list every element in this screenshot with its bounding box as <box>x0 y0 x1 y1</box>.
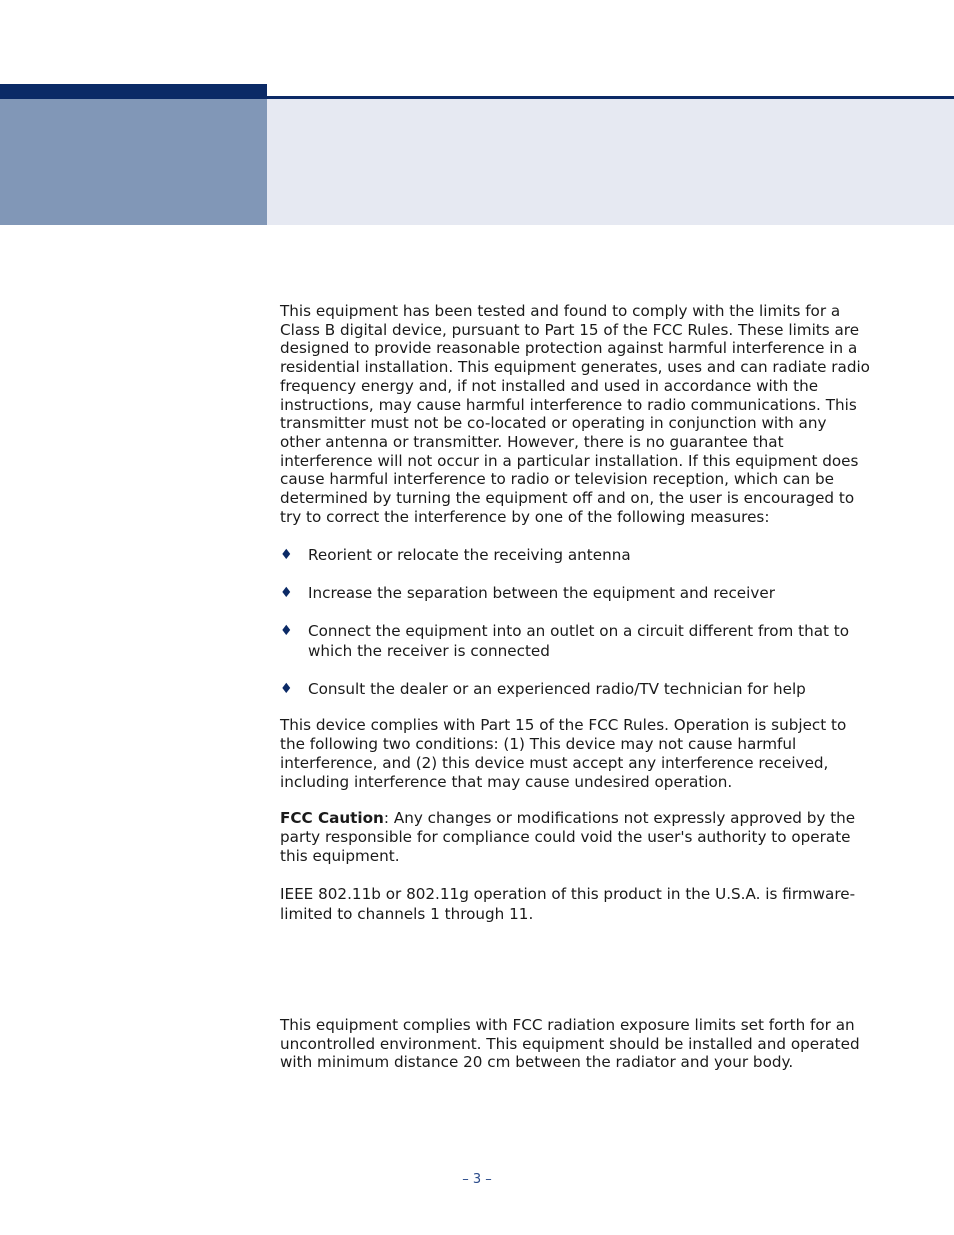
list-item: ♦ Consult the dealer or an experienced radio/TV technician for help <box>280 680 806 699</box>
header-title-area <box>267 99 954 225</box>
header-accent-bar <box>0 84 267 99</box>
ieee-paragraph: IEEE 802.11b or 802.11g operation of this product in the U.S.A. is firmware-limited to channels 1 through 11. <box>280 885 856 924</box>
radiation-paragraph: This equipment complies with FCC radiation exposure limits set forth for an uncontrolled environment. This equipment should be installed and operated with minimum distance 20 cm between the radiator and your body. <box>280 1016 860 1072</box>
list-item: ♦ Connect the equipment into an outlet on a circuit different from that to which the receiver is connected <box>280 622 850 661</box>
diamond-bullet-icon: ♦ <box>280 585 293 602</box>
header-left-block <box>0 99 267 225</box>
diamond-bullet-icon: ♦ <box>280 547 293 564</box>
diamond-bullet-icon: ♦ <box>280 681 293 698</box>
measures-list <box>280 545 870 699</box>
page-number: – 3 – <box>462 1172 492 1187</box>
main-content <box>280 302 870 924</box>
list-item: ♦ Reorient or relocate the receiving antenna <box>280 546 631 565</box>
diamond-bullet-icon: ♦ <box>280 623 293 640</box>
part15-paragraph: This device complies with Part 15 of the FCC Rules. Operation is subject to the following two conditions: (1) This device may not cause harmful interference, and (2) this device must accept any interference received, including interference that may cause undesired operation. <box>280 716 847 791</box>
fcc-caution-paragraph: FCC Caution: Any changes or modifications not expressly approved by the party responsible for compliance could void the user's authority to operate this equipment. <box>280 809 856 866</box>
list-item: ♦ Increase the separation between the equipment and receiver <box>280 584 775 603</box>
intro-paragraph: This equipment has been tested and found to comply with the limits for a Class B digital device, pursuant to Part 15 of the FCC Rules. These limits are designed to provide reasonable protection against harmful interference in a residential installation. This equipment generates, uses and can radiate radio frequency energy and, if not installed and used in accordance with the instructions, may cause harmful interference to radio communications. This transmitter must not be co-located or operating in conjunction with any other antenna or transmitter. However, there is no guarantee that interference will not occur in a particular installation. If this equipment does cause harmful interference to radio or television reception, which can be determined by turning the equipment off and on, the user is encouraged to try to correct the interference by one of the following measures: <box>280 302 870 526</box>
fcc-caution-label: FCC Caution <box>280 809 384 828</box>
